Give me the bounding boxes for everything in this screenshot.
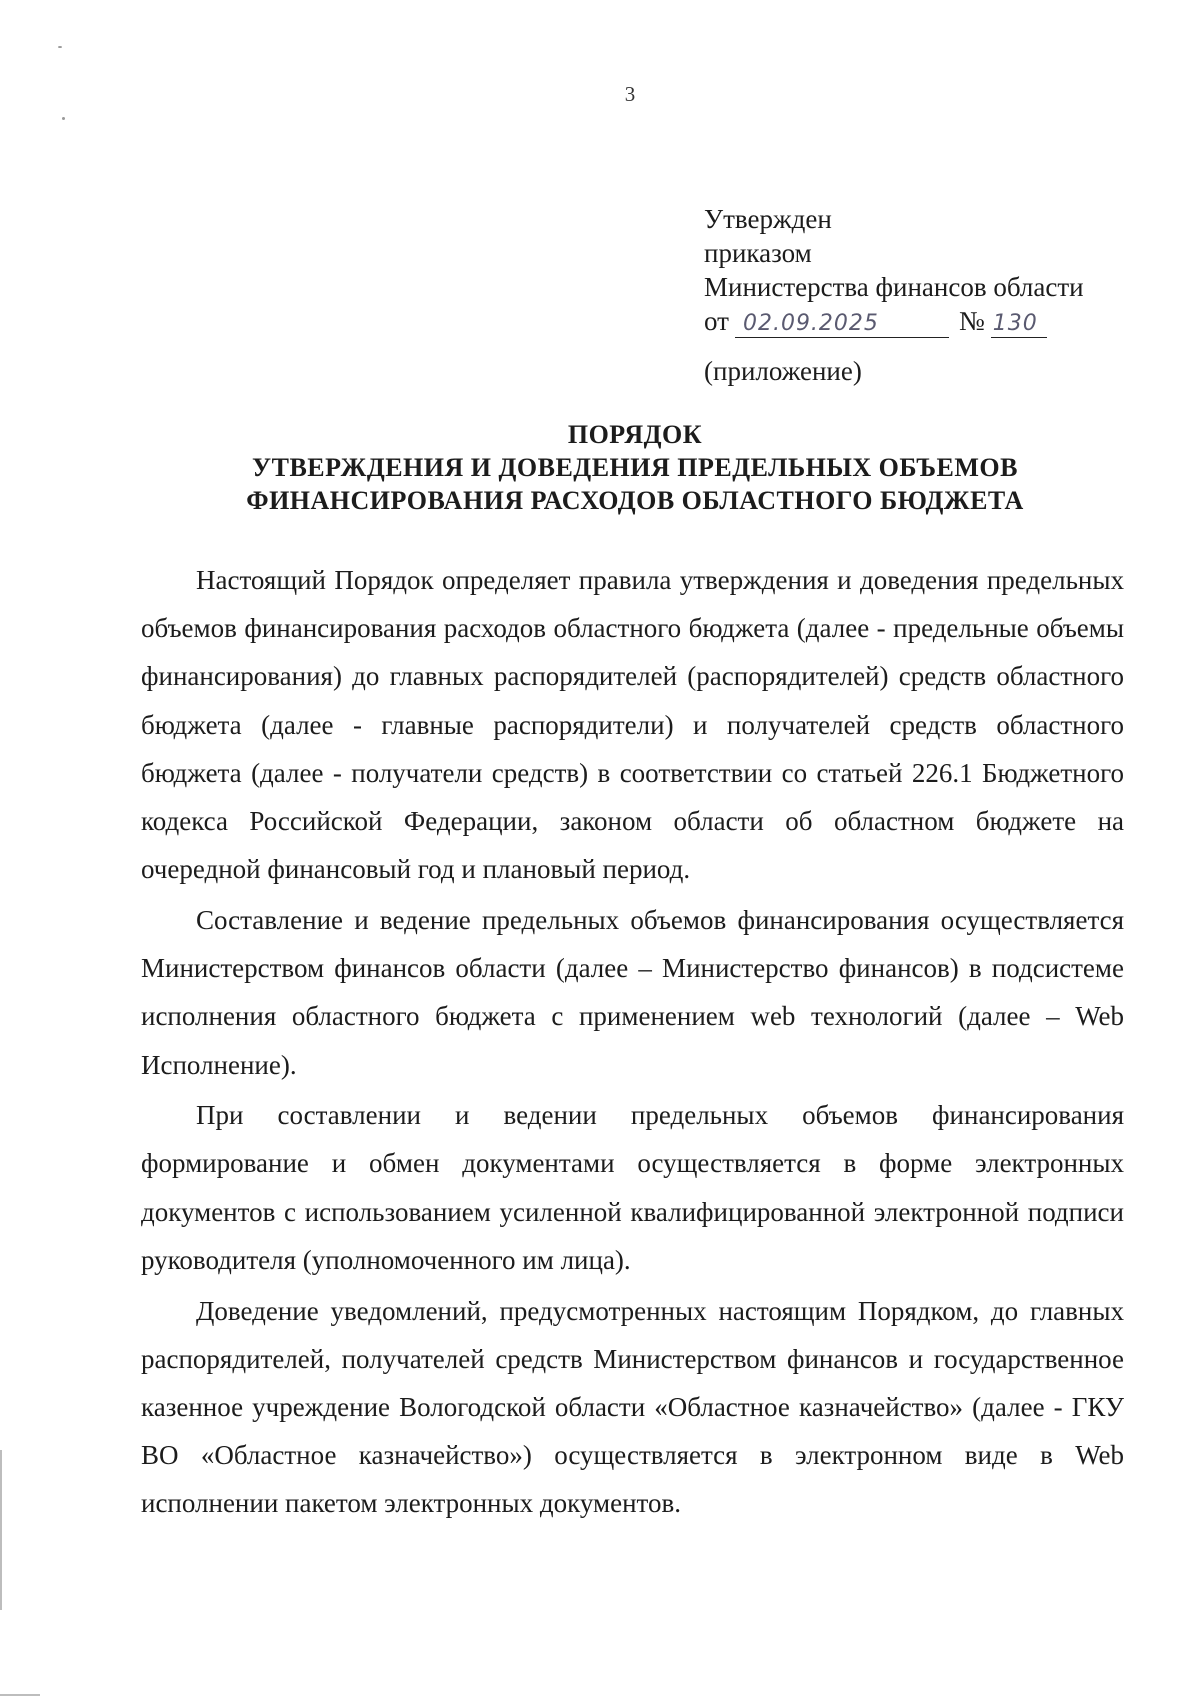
handwritten-date: 02.09.2025 [735, 311, 949, 338]
page-number: 3 [624, 82, 636, 106]
title-line: ФИНАНСИРОВАНИЯ РАСХОДОВ ОБЛАСТНОГО БЮДЖЕТА [246, 486, 1024, 515]
body-paragraph: При составлении и ведении предельных объемов финансирования формирование и обмен документами осуществляется в форме электронных документов с использованием усиленной квалифицированной электронной подписи руководителя (уполномоченного им лица). [141, 1100, 1124, 1275]
scan-edge-mark [0, 1694, 40, 1696]
title-line: ПОРЯДОК [567, 420, 703, 449]
appendix-label: (приложение) [704, 356, 862, 386]
scan-speck [62, 117, 65, 120]
body-paragraph: Доведение уведомлений, предусмотренных настоящим Порядком, до главных распорядителей, получателей средств Министерством финансов и государственное казенное учреждение Вологодской области «Областное казначейство» (далее - ГКУ ВО «Областное казначейство») осуществляется в электронном виде в Web исполнении пакетом электронных документов. [141, 1295, 1124, 1519]
scan-speck [58, 46, 62, 48]
body-paragraph: Настоящий Порядок определяет правила утверждения и доведения предельных объемов финансирования расходов областного бюджета (далее - предельные объемы финансирования) до главных распорядителей (распорядителей) средств областного бюджета (далее - главные распорядители) и получателей средств областного бюджета (далее - получатели средств) в соответствии со статьей 226.1 Бюджетного кодекса Российской Федерации, законом области об областном бюджете на очередной финансовый год и плановый период. [141, 565, 1124, 885]
document-body [141, 556, 1124, 1528]
scan-edge-mark [0, 1450, 2, 1610]
approval-stamp-block [704, 202, 1084, 388]
number-label: № [958, 306, 985, 336]
approval-line: приказом [704, 238, 812, 268]
approval-line: Министерства финансов области [704, 272, 1084, 302]
approval-line: Утвержден [704, 204, 832, 234]
handwritten-number: 130 [991, 311, 1047, 338]
body-paragraph: Составление и ведение предельных объемов финансирования осуществляется Министерством финансов области (далее – Министерство финансов) в подсистеме исполнения областного бюджета с применением web технологий (далее – Web Исполнение). [141, 904, 1124, 1080]
document-title [140, 418, 1130, 517]
from-label: от [704, 306, 729, 336]
title-line: УТВЕРЖДЕНИЯ И ДОВЕДЕНИЯ ПРЕДЕЛЬНЫХ ОБЪЕМОВ [252, 453, 1018, 482]
approval-date-line [704, 304, 1084, 338]
